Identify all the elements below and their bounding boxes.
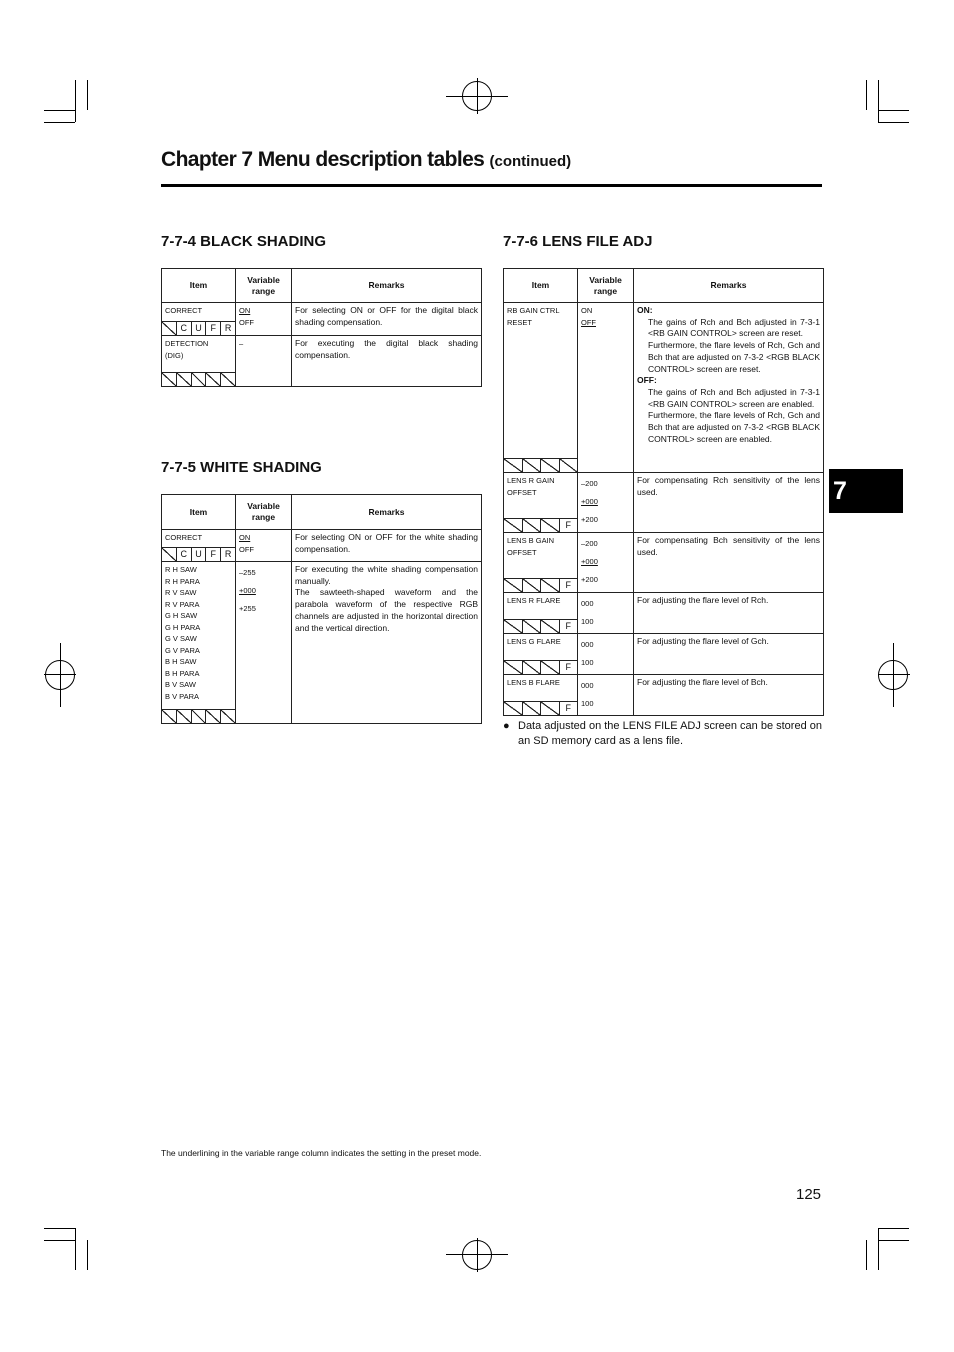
header-remarks: Remarks bbox=[292, 495, 482, 530]
mode-boxes: F bbox=[504, 660, 577, 674]
table-row bbox=[162, 530, 482, 562]
page-number: 125 bbox=[796, 1186, 822, 1203]
bullet-icon: ● bbox=[503, 720, 510, 732]
white-shading-table bbox=[161, 494, 482, 724]
note-text: Data adjusted on the LENS FILE ADJ screen can be stored on an SD memory card as a lens file. bbox=[518, 720, 822, 747]
header-range: Variable range bbox=[578, 269, 634, 303]
mode-boxes bbox=[162, 372, 235, 386]
header-range: Variable range bbox=[236, 269, 292, 303]
page-title bbox=[161, 148, 571, 172]
mode-boxes bbox=[504, 458, 577, 472]
white-shading-heading: 7-7-5 WHITE SHADING bbox=[161, 459, 322, 476]
mode-boxes: F bbox=[504, 578, 577, 592]
table-row: RB GAIN CTRL RESET ON OFF ON: The gains of Rch and Bch adjusted in 7-3-1 <RB GAIN CONTROL> screen are reset. Furthermore, the flare levels of Rch, Gch and Bch that are adjusted on 7-3-2 <RGB BLACK CONTROL> screen are reset. OFF: The gains of Rch and Bch adjusted in 7-3-1 <RB GAIN CONTROL> screen are enabled. Furthermore, the flare levels of Rch, Gch and Bch that are adjusted on 7-3-2 <RGB BLACK CONTROL> screen are enabled. bbox=[504, 303, 824, 473]
item-label: CORRECT bbox=[165, 533, 203, 542]
item-label: CORRECT bbox=[165, 306, 203, 315]
table-row: LENS R FLARE F 000 100 For adjusting the flare level of Rch. bbox=[504, 593, 824, 634]
black-shading-table bbox=[161, 268, 482, 387]
mode-boxes: F bbox=[504, 518, 577, 532]
header-remarks: Remarks bbox=[634, 269, 824, 303]
range-option-off: OFF bbox=[239, 544, 254, 554]
range-value: – bbox=[236, 336, 292, 387]
title-main: Chapter 7 Menu description tables bbox=[161, 148, 485, 171]
mode-boxes: F bbox=[504, 619, 577, 633]
table-row: LENS B GAIN OFFSET F –200 +000 +200 For compensating Bch sensitivity of the lens used. bbox=[504, 533, 824, 593]
range-option-off: OFF bbox=[239, 317, 254, 327]
table-row: LENS G FLARE F 000 100 For adjusting the flare level of Gch. bbox=[504, 634, 824, 675]
range-option-on: ON bbox=[239, 533, 251, 542]
lens-file-note bbox=[503, 719, 822, 749]
lens-file-adj-table bbox=[503, 268, 824, 716]
header-range: Variable range bbox=[236, 495, 292, 530]
range-option-on: ON bbox=[239, 306, 251, 315]
remarks: For executing the digital black shading compensation. bbox=[292, 336, 482, 387]
footnote: The underlining in the variable range column indicates the setting in the preset mode. bbox=[161, 1148, 482, 1158]
table-row: R H SAW R H PARA R V SAW R V PARA G H SAW G H PARA G V SAW G V PARA B H SAW B H PARA B V SAW B V PARA –255 +000 +255 For executing the white shading compensation manually. The sawteeth-shaped waveform and the parabola waveform of the respective RGB channels are adjusted in the horizontal direction and the vertical direction. bbox=[162, 562, 482, 724]
mode-boxes: F bbox=[504, 701, 577, 715]
lens-file-adj-heading: 7-7-6 LENS FILE ADJ bbox=[503, 233, 653, 250]
table-row: DETECTION (DIG) – For executing the digital black shading compensation. bbox=[162, 336, 482, 387]
table-row: LENS R GAIN OFFSET F –200 +000 +200 For compensating Rch sensitivity of the lens used. bbox=[504, 473, 824, 533]
title-rule bbox=[161, 184, 822, 187]
header-remarks: Remarks bbox=[292, 269, 482, 303]
chapter-tab: 7 bbox=[829, 469, 903, 513]
title-suffix: (continued) bbox=[489, 153, 572, 170]
header-item: Item bbox=[162, 269, 236, 303]
remarks: For selecting ON or OFF for the digital black shading compensation. bbox=[292, 303, 482, 336]
mode-boxes bbox=[162, 709, 235, 723]
header-item: Item bbox=[162, 495, 236, 530]
mode-boxes: C U F R bbox=[162, 321, 235, 335]
remarks: For selecting ON or OFF for the white shading compensation. bbox=[292, 530, 482, 562]
black-shading-heading: 7-7-4 BLACK SHADING bbox=[161, 233, 327, 250]
table-row bbox=[162, 303, 482, 336]
header-item: Item bbox=[504, 269, 578, 303]
mode-boxes: C U F R bbox=[162, 547, 235, 561]
table-row: LENS B FLARE F 000 100 For adjusting the flare level of Bch. bbox=[504, 675, 824, 716]
